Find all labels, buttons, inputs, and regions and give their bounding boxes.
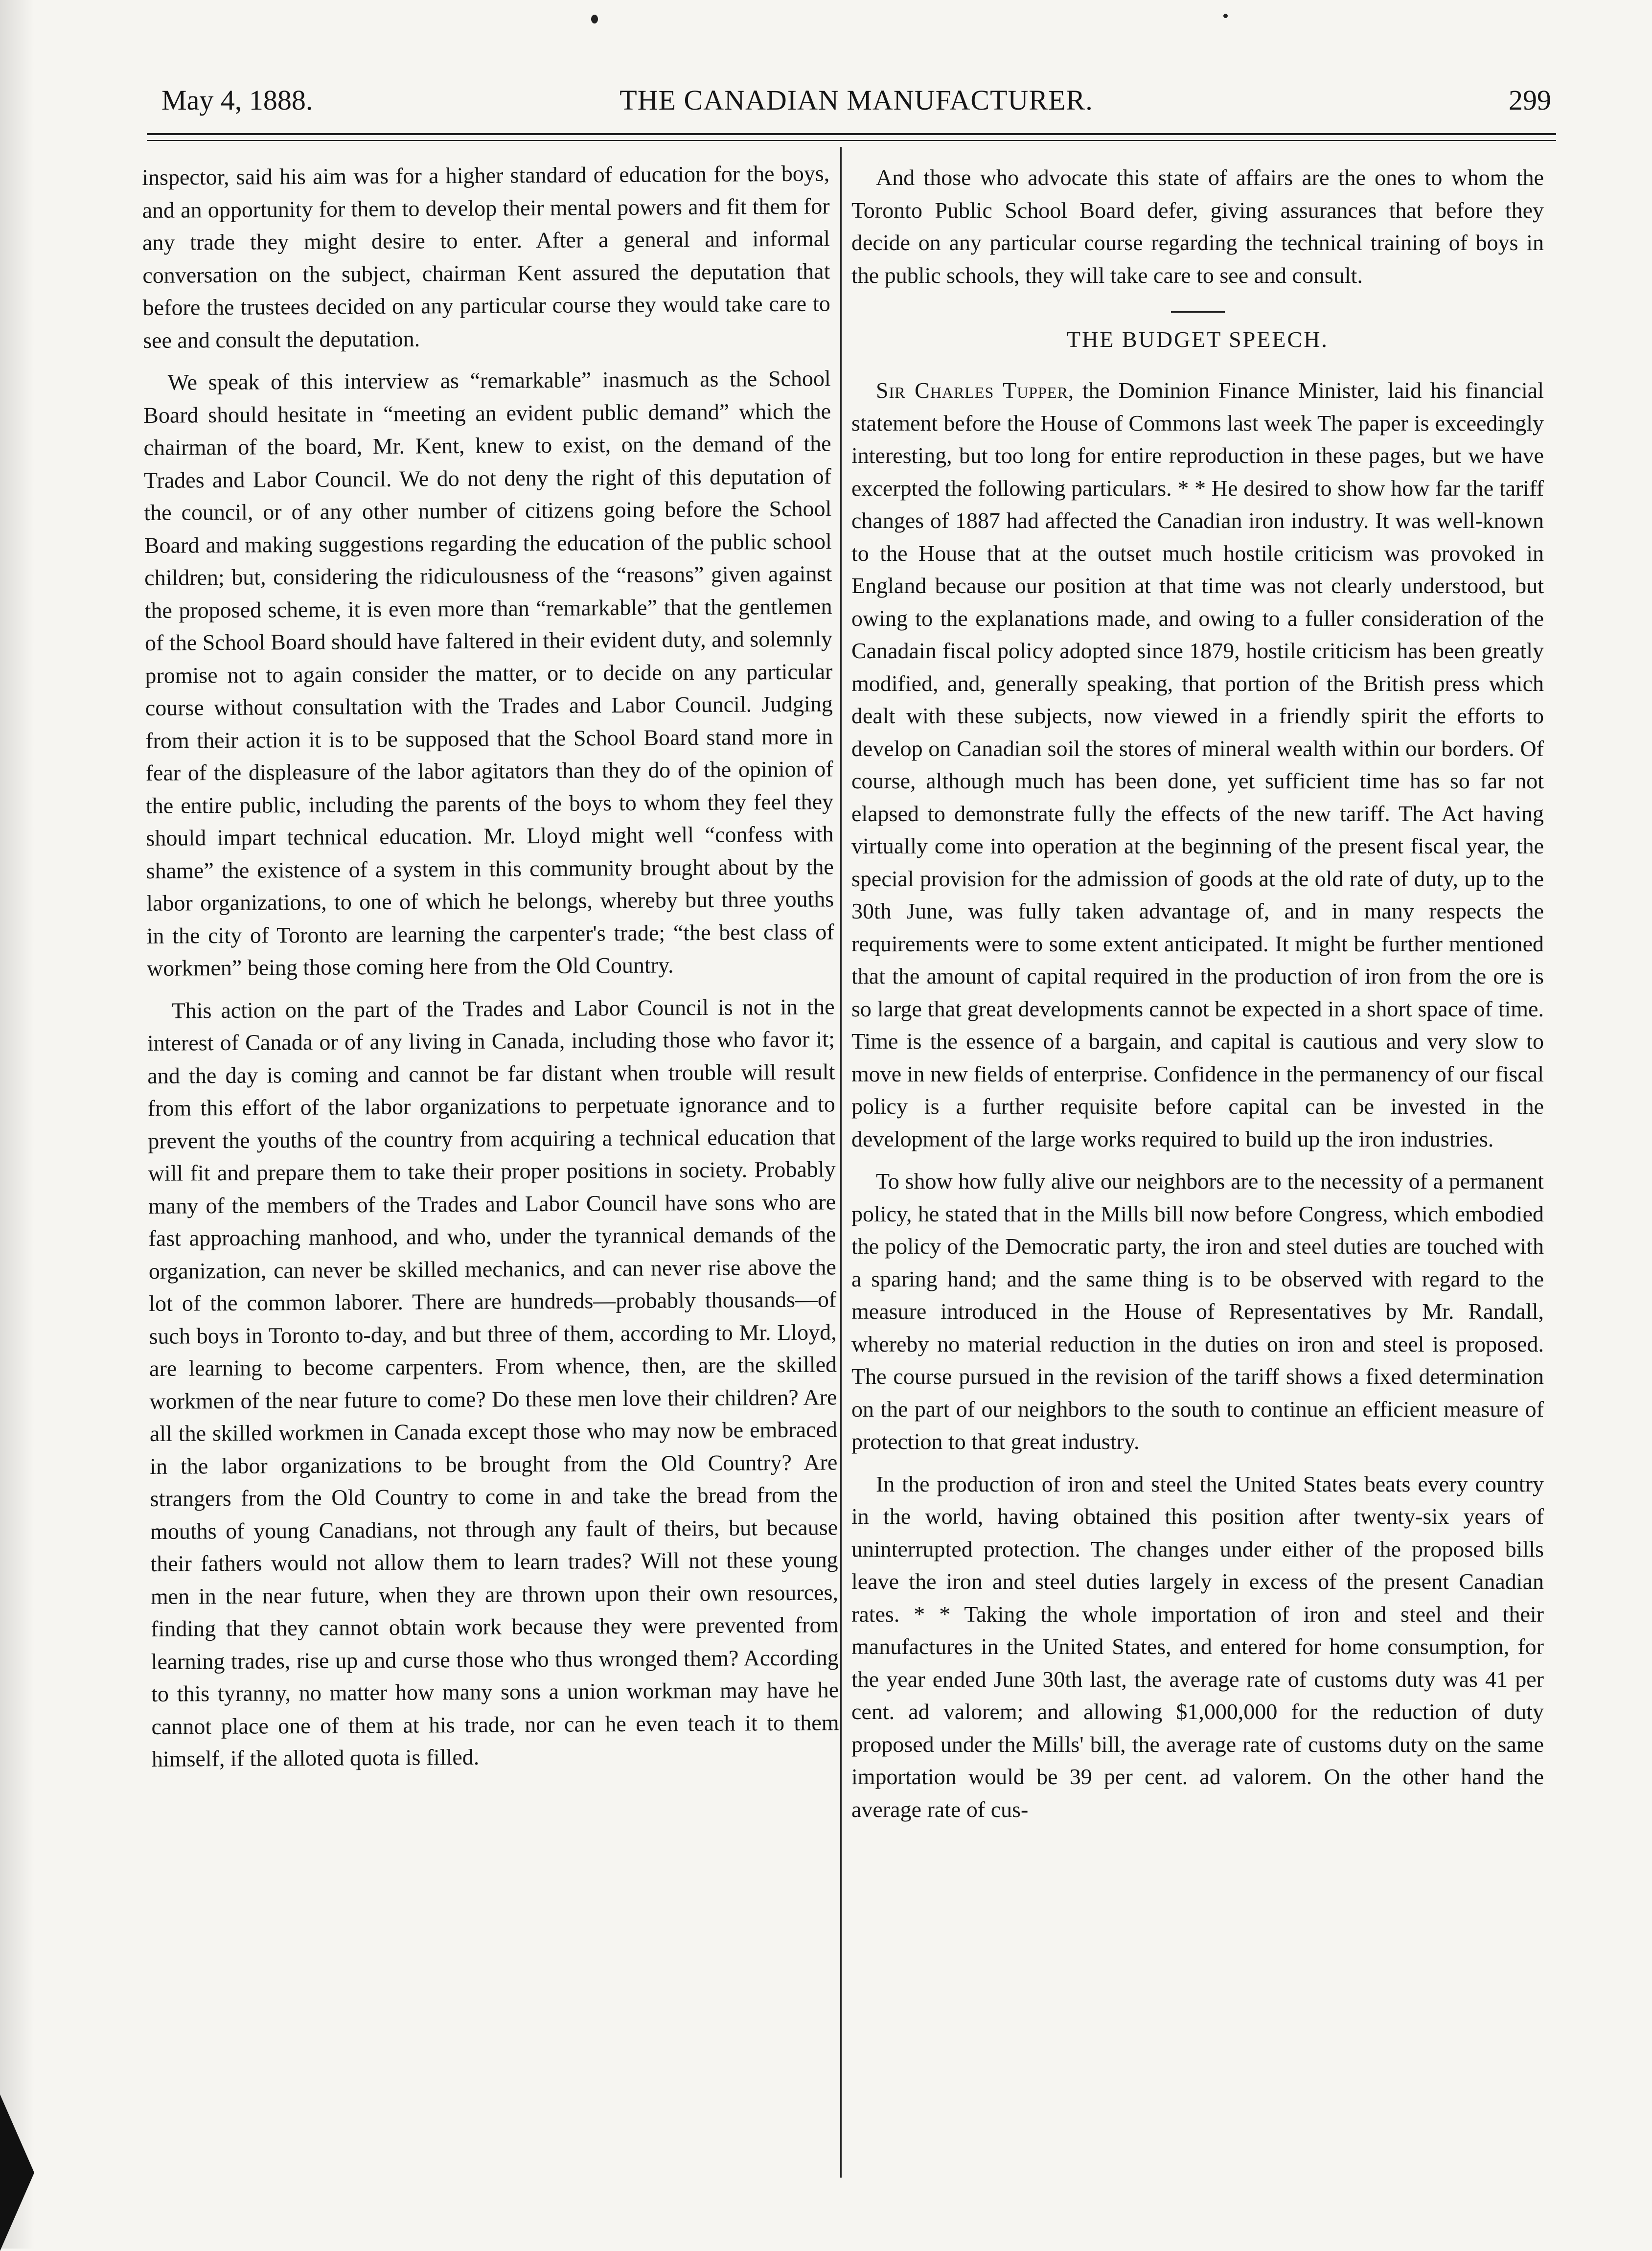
running-header <box>161 78 1551 122</box>
ink-speck <box>1223 14 1228 18</box>
paragraph: This action on the part of the Trades and Labor Council is not in the interest of Canada or of any living in Canada, including those who favor it; and the day is coming and cannot be far distant when trouble will result from this effort of the labor organizations to perpetuate ignorance and to prevent the youths of the country from acquiring a technical education that will fit and prepare them to take their proper positions in society. Probably many of the members of the Trades and Labor Council have sons who are fast approaching manhood, and who, under the tyrannical demands of the organization, can never be skilled mechanics, and can never rise above the lot of the common laborer. There are hundreds—probably thousands—of such boys in Toronto to-day, and but three of them, according to Mr. Lloyd, are learning to become carpenters. From whence, then, are the skilled workmen of the near future to come? Do these men love their children? Are all the skilled workmen in Canada except those who may now be embraced in the labor organizations to be brought from the Old Country? Are strangers from the Old Country to come in and take the bread from the mouths of young Canadians, not through any fault of theirs, but because their fathers would not allow them to learn trades? Will not these young men in the near future, when they are thrown upon their own resources, finding that they cannot obtain work because they were prevented from learning trades, rise up and curse those who thus wronged them? According to this tyranny, no matter how many sons a union workman may have he cannot place one of them at his trade, nor can he even teach it to them himself, if the alloted quota is filled. <box>147 993 839 1771</box>
paragraph: inspector, said his aim was for a higher standard of education for the boys, and an opportunity for them to develop their mental powers and fit them for any trade they might desire to enter. After a general and informal conversation on the subject, chairman Kent assured the deputation that before the trustees decided on any particular course they would take care to see and consult the deputation. <box>142 161 830 353</box>
lead-paragraph-text: , the Dominion Finance Minister, laid his financial statement before the House of Commons last week The paper is exceedingly interesting, but too long for entire reproduction in these pages, but we have excerpted the following particulars. * * He desired to show how far the tariff changes of 1887 had affected the Canadian iron industry. It was well-known to the House that at the outset much hostile criticism was provoked in England because our position at that time was not clearly understood, but owing to the explanations made, and owing to a fuller consideration of the Canadain fiscal policy adopted since 1879, hostile criticism has been greatly modified, and, generally speaking, that portion of the British press which dealt with these subjects, now viewed in a friendly spirit the efforts to develop on Canadian soil the stores of mineral wealth within our borders. Of course, although much has been done, yet sufficient time has so far not elapsed to demonstrate fully the effects of the new tariff. The Act having virtually come into operation at the beginning of the present fiscal year, the special provision for the admission of goods at the old rate of duty, up to the 30th June, was fully taken advantage of, and in many respects the requirements were to some extent anticipated. It might be further mentioned that the amount of capital required in the production of iron from the ore is so large that great developments cannot be expected in a short space of time. Time is the essence of a bargain, and capital is cautious and very slow to move in new fields of enterprise. Confidence in the permanency of our fiscal policy is a further requisite before capital can be invested in the development of the large works required to build up the iron industries. <box>851 378 1544 1151</box>
section-heading: THE BUDGET SPEECH. <box>1067 327 1329 352</box>
right-column <box>851 161 1544 1826</box>
left-column <box>142 157 839 1775</box>
header-rule-thin <box>147 140 1556 141</box>
page-number: 299 <box>1509 84 1551 116</box>
ink-speck <box>591 15 598 23</box>
lead-paragraph <box>851 374 1544 1155</box>
paragraph: We speak of this interview as “remarkable” inasmuch as the School Board should hesitate in “meeting an evident public demand” which the chairman of the board, Mr. Kent, knew to exist, on the demand of the Trades and Labor Council. We do not deny the right of this deputation of the council, or of any other number of citizens going before the School Board and making suggestions regarding the education of the public school children; but, considering the ridiculousness of the “reasons” given against the proposed scheme, it is even more than “remarkable” that the gentlemen of the School Board should have faltered in their evident duty, and solemnly promise not to again consider the matter, or to decide on any particular course without consultation with the Trades and Labor Council. Judging from their action it is to be supposed that the School Board stand more in fear of the displeasure of the labor agitators than they do of the opinion of the entire public, including the parents of the boys to whom they feel they should impart technical education. Mr. Lloyd might well “confess with shame” the existence of a system in this community brought about by the labor organizations, to one of which he belongs, whereby but three youths in the city of Toronto are learning the carpenter's trade; “the best class of workmen” being those coming here from the Old Country. <box>143 366 834 981</box>
paragraph: And those who advocate this state of affairs are the ones to whom the Toronto Public School Board defer, giving assurances that before they decide on any particular course regarding the technical training of boys in the public schools, they will take care to see and consult. <box>851 165 1544 288</box>
paragraph: To show how fully alive our neighbors are to the necessity of a permanent policy, he stated that in the Mills bill now before Congress, which embodied the policy of the Democratic party, the iron and steel duties are touched with a sparing hand; and the same thing is to be observed with regard to the measure introduced in the House of Representatives by Mr. Randall, whereby no material reduction in the duties on iron and steel is proposed. The course pursued in the revision of the tariff shows a fixed determination on the part of our neighbors to the south to continue an efficient measure of protection to that great industry. <box>851 1169 1544 1454</box>
column-divider <box>840 147 842 2178</box>
header-rule-thick <box>147 133 1556 135</box>
binding-shadow <box>0 0 34 2249</box>
binding-edge-mark <box>0 2094 34 2251</box>
section-divider <box>1171 311 1225 313</box>
paragraph: In the production of iron and steel the United States beats every country in the world, having obtained this position after twenty-six years of uninterrupted protection. The changes under either of the proposed bills leave the iron and steel duties largely in excess of the present Canadian rates. * * Taking the whole importation of iron and steel and their manufactures in the United States, and entered for home consumption, for the year ended June 30th last, the average rate of customs duty was 41 per cent. ad valorem; and allowing $1,000,000 for the reduction of duty proposed under the Mills' bill, the average rate of customs duty on the same importation would be 39 per cent. ad valorem. On the other hand the average rate of cus- <box>851 1471 1544 1822</box>
publication-title: THE CANADIAN MANUFACTURER. <box>620 84 1093 116</box>
lead-name: Sir Charles Tupper <box>876 378 1068 403</box>
issue-date: May 4, 1888. <box>161 84 313 116</box>
